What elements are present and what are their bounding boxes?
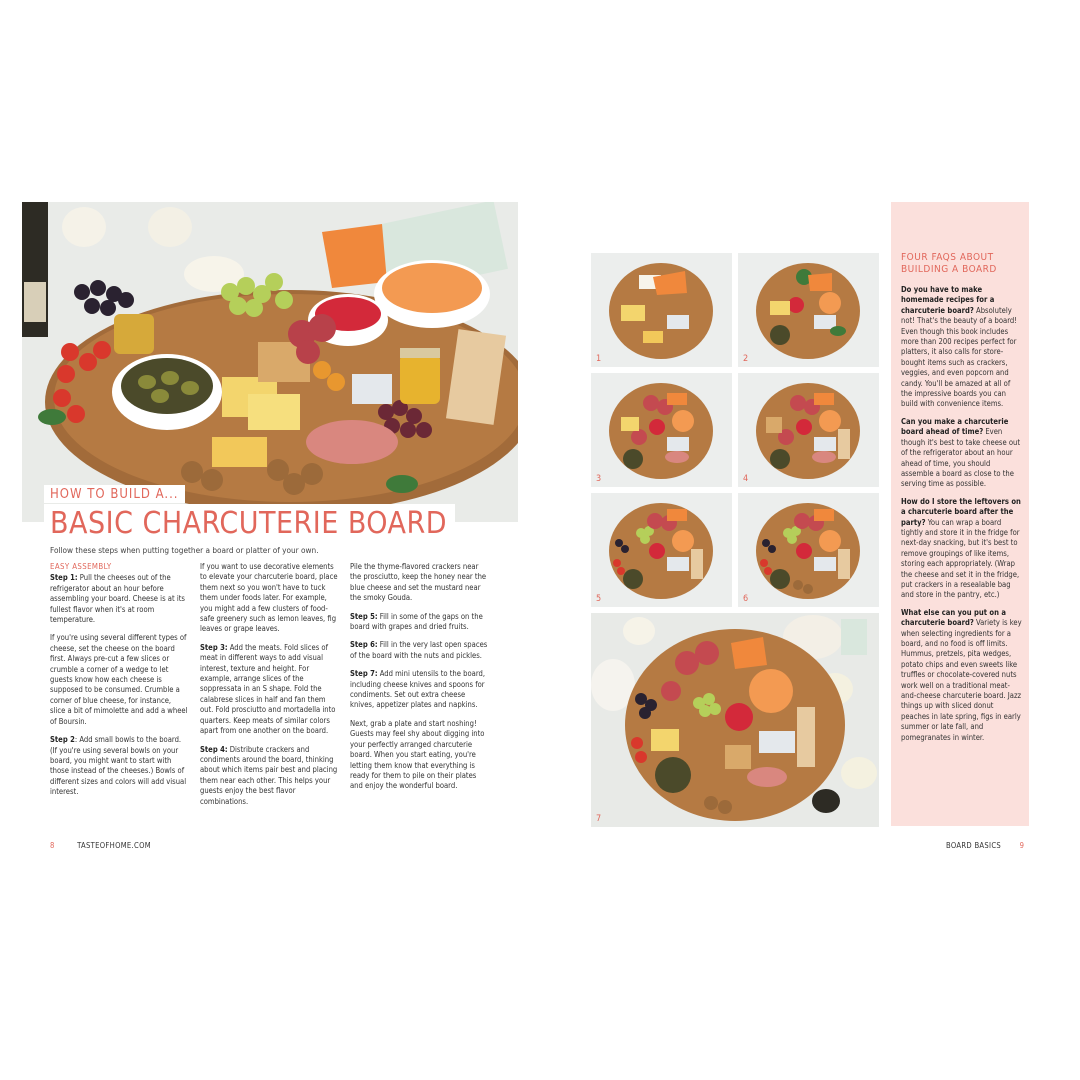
faq-item-1 <box>901 285 1022 410</box>
step-4-paragraph: Step 4: Distribute crackers and condiments around the board, thinking about which items pair best and placing them near each other. This helps your guests enjoy the best flavor combinations. <box>200 744 338 806</box>
step-photo-4 <box>738 373 879 487</box>
step-6-paragraph: Step 6: Fill in the very last open spaces of the board with the nuts and pickles. <box>350 640 488 660</box>
text-column-3 <box>350 562 490 800</box>
step-number-4: 4 <box>743 474 749 484</box>
step-number-5: 5 <box>596 594 602 604</box>
step-3-paragraph: Step 3: Add the meats. Fold slices of meat in different ways to add visual interest, texture and height. For example, arrange slices of the soppressata in an S shape. Fold the calabrese slices in half and fan them out. Fold prosciutto and mortadella into quarters. Keep meats of similar colors apart from one another on the board. <box>200 642 336 736</box>
step-number-1: 1 <box>596 354 602 364</box>
folio-site: TASTEOFHOME.COM <box>77 841 151 850</box>
step-photo-6 <box>738 493 879 607</box>
step-1-label: Step 1: <box>50 573 78 583</box>
step-3-label: Step 3: <box>200 642 228 652</box>
step-number-6: 6 <box>743 594 749 604</box>
article-title: BASIC CHARCUTERIE BOARD <box>44 504 455 544</box>
step-6-label: Step 6: <box>350 640 378 650</box>
section-label: EASY ASSEMBLY <box>50 562 112 571</box>
page-number: 8 <box>50 841 55 850</box>
decor-paragraph: If you want to use decorative elements to elevate your charcuterie board, place them next so you won't have to tuck them under foods later. For example, you might add a few clusters of food-safe greenery such as lemon leaves, fig leaves or grape leaves. <box>200 562 338 634</box>
step-2-paragraph: Step 2: Add small bowls to the board. (If you're using several bowls on your board, you might want to start with those instead of the cheeses.) Bowls of different sizes and colors will add visual interest. <box>50 735 187 797</box>
faq-question-4: What else can you put on a charcuterie board? <box>901 607 1006 628</box>
faq-question-2: Can you make a charcuterie board ahead of time? <box>901 416 1009 437</box>
left-folio <box>50 841 151 850</box>
step-photo-7 <box>591 613 879 827</box>
step-5-paragraph: Step 5: Fill in some of the gaps on the board with grapes and dried fruits. <box>350 611 483 632</box>
text-column-1 <box>50 562 188 806</box>
step-5-label: Step 5: <box>350 611 378 621</box>
cheese-tips-paragraph: If you're using several different types of cheese, set the cheese on the board first. Always pre-cut a few slices or crumble a corner of a wedge to let guests know how each cheese is supposed to be consumed. Crumble a corner of blue cheese, for instance, slice a bit of mimolette and add a wheel of Boursin. <box>50 633 188 726</box>
faq-heading: FOUR FAQS ABOUT BUILDING A BOARD <box>901 252 997 275</box>
step-photo-3 <box>591 373 732 487</box>
step-photo-5 <box>591 493 732 607</box>
step-7-label: Step 7: <box>350 669 378 679</box>
article-kicker: HOW TO BUILD A... <box>44 485 185 503</box>
faq-question-3: How do I store the leftovers on a charcuterie board after the party? <box>901 496 1021 527</box>
page-number-right: 9 <box>1019 841 1025 850</box>
faq-answer-1: Absolutely not! That's the beauty of a board! Even though this book includes more than 200 recipes perfect for platters, it also calls for store-bought items such as crackers, veggies, and even popcorn and candy. You'll be amazed at all of the impressive boards you can build with convenience items. <box>901 305 1017 409</box>
closing-paragraph: Next, grab a plate and start noshing! Guests may feel shy about digging into your perfectly arranged charcuterie board. When you start eating, you're letting them know that everything is ready for them to pile on their plates and enjoy the wonderful board. <box>350 718 485 791</box>
faq-answer-3: You can wrap a board tightly and store it in the fridge for next-day snacking, but it's best to remove groupings of like items, storing each appropriately. (Wrap the cheese and set it in the fridge, put crackers in a resealable bag and store in the pantry, etc.) <box>901 517 1020 600</box>
faq-question-1: Do you have to make homemade recipes for a charcuterie board? <box>901 285 995 315</box>
faq-item-3 <box>901 497 1022 601</box>
hero-photo-charcuterie-board <box>22 202 518 522</box>
article-subtitle: Follow these steps when putting together a board or platter of your own. <box>50 545 319 555</box>
faq-answer-2: Even though it's best to take cheese out of the refrigerator about an hour ahead of time, you should assemble a board as close to the serving time as possible. <box>901 427 1021 489</box>
faq-item-4 <box>901 608 1022 743</box>
step-photo-1 <box>591 253 732 367</box>
step-1-paragraph: Step 1: Pull the cheeses out of the refrigerator about an hour before assembling your board. Cheese is at its fullest flavor when it's at room temperature. <box>50 573 185 625</box>
step-number-2: 2 <box>743 354 749 364</box>
faq-body <box>901 285 1022 750</box>
right-folio <box>946 841 1024 850</box>
step-number-7: 7 <box>596 814 602 824</box>
pairing-paragraph: Pile the thyme-flavored crackers near the prosciutto, keep the honey near the blue cheese and set the mustard near the smoky Gouda. <box>350 562 487 603</box>
step-number-3: 3 <box>596 474 602 484</box>
step-2-label: Step 2 <box>50 735 75 745</box>
faq-sidebar <box>891 202 1029 826</box>
step-7-paragraph: Step 7: Add mini utensils to the board, including cheese knives and spoons for condiments. Set out extra cheese knives, appetizer plates and napkins. <box>350 669 486 710</box>
text-column-2 <box>200 562 340 815</box>
faq-item-2 <box>901 417 1022 490</box>
faq-answer-4: Variety is key when selecting ingredients for a board, and no food is off limits. Hummus, pretzels, pita wedges, potato chips and even sweets like truffles or chocolate-covered nuts work well on a traditional meat-and-cheese charcuterie board. Jazz things up with sliced donut peaches in late spring, figs in early summer or late fall, and pomegranates in winter. <box>901 618 1022 742</box>
folio-section: BOARD BASICS <box>946 841 1002 850</box>
step-4-label: Step 4: <box>200 744 228 754</box>
step-photo-2 <box>738 253 879 367</box>
